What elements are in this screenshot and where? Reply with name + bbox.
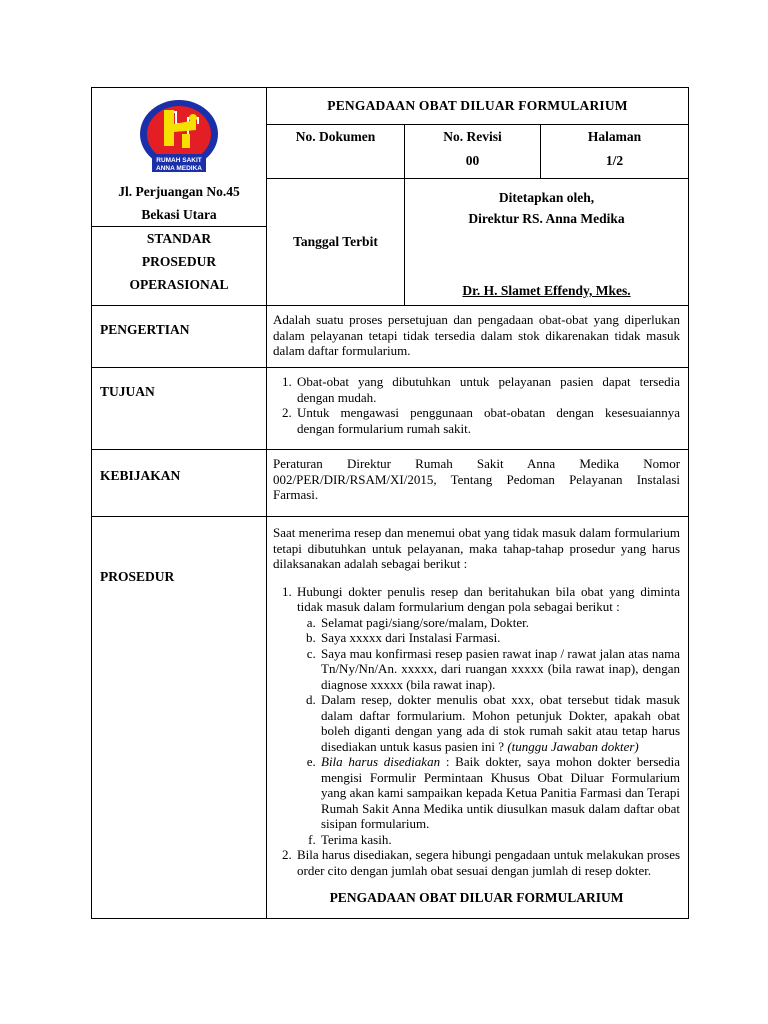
revision-cell — [405, 125, 541, 179]
substep-a: a. Selamat pagi/siang/sore/malam, Dokter. — [319, 615, 680, 631]
prosedur-steps — [273, 584, 680, 879]
pengertian-text: Adalah suatu proses persetujuan dan pengadaan obat-obat yang diperlukan dalam pelayanan tetapi tidak tersedia dalam stok dikarenakan tidak masuk dalam daftar formularium. — [267, 306, 689, 368]
tujuan-item-1: 1. Obat-obat yang dibutuhkan untuk pelayanan pasien dapat tersedia dengan mudah. — [295, 374, 680, 405]
substep-b: b. Saya xxxxx dari Instalasi Farmasi. — [319, 630, 680, 646]
sop-line-3: OPERASIONAL — [129, 277, 229, 292]
tujuan-item-2: 2. Untuk mengawasi penggunaan obat-obatan dengan kesesuaiannya dengan formularium rumah sakit. — [295, 405, 680, 436]
issue-date-cell — [267, 179, 405, 306]
prosedur-substeps — [297, 615, 680, 848]
prosedur-label: PROSEDUR — [92, 517, 267, 919]
address-line-2: Bekasi Utara — [141, 207, 217, 222]
substep-d-note: (tunggu Jawaban dokter) — [507, 738, 639, 754]
established-by: Ditetapkan oleh, — [498, 190, 595, 205]
tujuan-list — [273, 374, 680, 436]
document-title: PENGADAAN OBAT DILUAR FORMULARIUM — [267, 88, 689, 125]
prosedur-intro: Saat menerima resep dan menemui obat yang tidak masuk dalam formularium tetapi dibutuhkan untuk pelayanan, maka tahap-tahap prosedur yang harus dilaksanakan adalah sebagai berikut : — [273, 525, 681, 571]
tujuan-content — [267, 368, 689, 450]
substep-e-text: : Baik dokter, saya mohon dokter bersedia mengisi Formulir Permintaan Khusus Obat Diluar Formularium yang akan kami sampaikan kepada Ketua Panitia Farmasi dan Terapi Rumah Sakit Anna Medika untik diusulkan masuk dalam daftar obat sisipan formularium. — [321, 754, 681, 831]
prosedur-step-2: 2. Bila harus disediakan, segera hibungi pengadaan untuk melakukan proses order cito dengan jumlah obat sesuai dengan jumlah di resep dokter. — [295, 847, 680, 878]
logo-text-line2: ANNA MEDIKA — [156, 165, 202, 172]
prosedur-step-1-text: Hubungi dokter penulis resep dan beritahukan bila obat yang diminta tidak masuk dalam formularium dengan pola sebagai berikut : — [297, 583, 681, 614]
doc-number-cell — [267, 125, 405, 179]
logo-address-cell — [92, 88, 267, 227]
sop-document-table — [91, 87, 689, 919]
address-line-1: Jl. Perjuangan No.45 — [118, 184, 240, 199]
director-title: Direktur RS. Anna Medika — [468, 211, 625, 226]
page-cell — [541, 125, 689, 179]
sop-type-cell — [92, 227, 267, 306]
substep-c: c. Saya mau konfirmasi resep pasien rawat inap / rawat jalan atas nama Tn/Ny/Nn/An. xxxxx, dari ruangan xxxxx (bila rawat inap), dengan diagnose xxxxx (bila rawat inap). — [319, 646, 680, 693]
revision-label: No. Revisi — [443, 129, 502, 144]
tujuan-label: TUJUAN — [92, 368, 267, 450]
hospital-cross-logo-icon — [138, 98, 220, 176]
doc-number-label: No. Dokumen — [295, 129, 376, 144]
established-cell — [405, 179, 689, 306]
pengertian-label: PENGERTIAN — [92, 306, 267, 368]
substep-d — [319, 692, 680, 754]
kebijakan-label: KEBIJAKAN — [92, 450, 267, 517]
page-label: Halaman — [587, 129, 642, 144]
substep-f: f. Terima kasih. — [319, 832, 680, 848]
hospital-logo — [138, 98, 220, 176]
sop-line-1: STANDAR — [146, 231, 212, 246]
substep-d-text: Dalam resep, dokter menulis obat xxx, obat tersebut tidak masuk dalam daftar formularium. Mohon petunjuk Dokter, apakah obat boleh diganti dengan yang ada di stok rumah sakit atau tetap harus disediakan untuk kasus pasien ini ? — [321, 692, 681, 754]
prosedur-step-1 — [295, 584, 680, 848]
substep-e-lead: Bila harus disediakan — [321, 754, 441, 769]
issue-date-label: Tanggal Terbit — [293, 234, 378, 249]
substep-e — [319, 754, 680, 832]
logo-text-line1: RUMAH SAKIT — [156, 157, 202, 164]
prosedur-content — [267, 517, 689, 919]
page-value: 1/2 — [605, 153, 624, 168]
sop-line-2: PROSEDUR — [141, 254, 217, 269]
kebijakan-text: Peraturan Direktur Rumah Sakit Anna Medika Nomor 002/PER/DIR/RSAM/XI/2015, Tentang Pedoman Pelayanan Instalasi Farmasi. — [267, 450, 689, 517]
signer-name: Dr. H. Slamet Effendy, Mkes. — [462, 283, 631, 298]
revision-value: 00 — [465, 153, 480, 168]
prosedur-footer-title: PENGADAAN OBAT DILUAR FORMULARIUM — [329, 890, 624, 905]
